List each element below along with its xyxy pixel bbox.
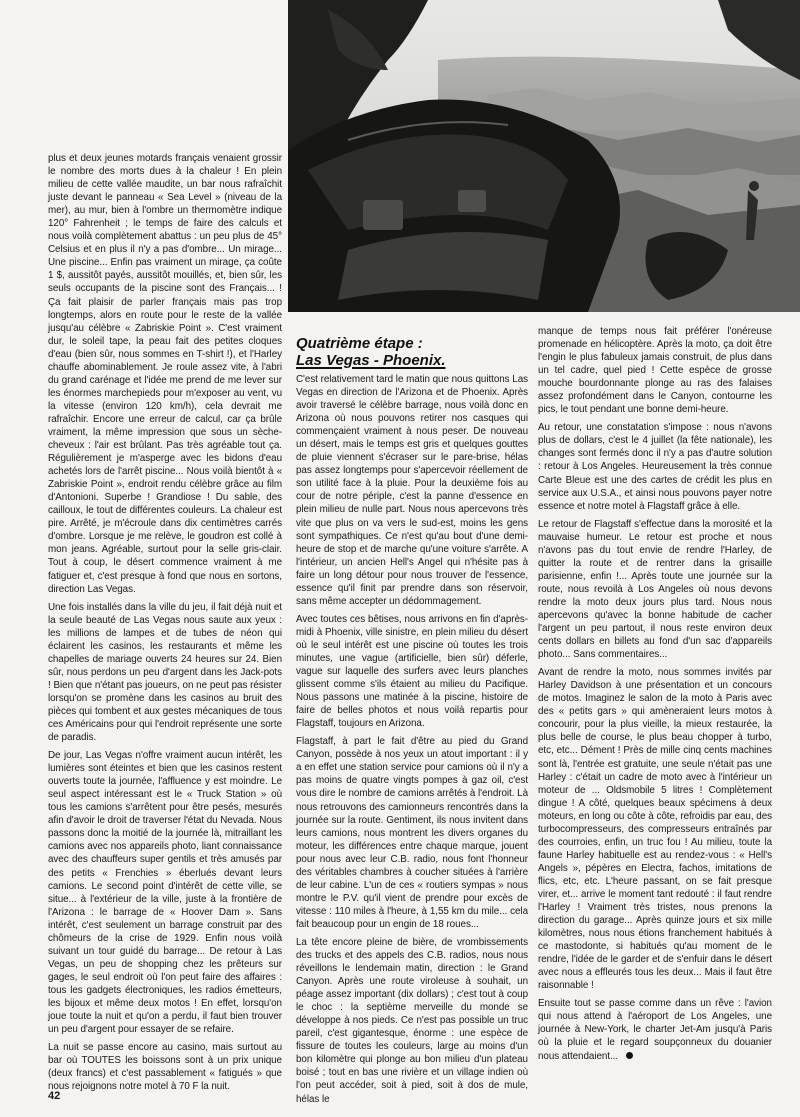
paragraph: plus et deux jeunes motards français venaient grossir le nombre des morts dues à la chaleur ! En plein milieu de cette vallée maudite, un bar nous rafraîchit juste devant le panneau « Sea Level » (niveau de la mer), au mur, bien à l'ombre un thermomètre indique 120° Fahrenheit ; le temps de faire des calculs et nous voilà complètement abattus : un peu plus de 45° Celsius et en plus il n'y a pas d'ombre... Un mirage... Une piscine... Enfin pas vraiment un mirage, ça coûte 1 $, aussitôt payés, aussitôt mouillés, et, bien sûr, les seuls occupants de la piscine sont des Français... ! Ça fait plaisir de parler français mais pas trop longtemps, alors en route pour le reste de la vallée jusqu'au célèbre « Zabriskie Point ». C'est vraiment dur, le soleil tape, la peau fait des petites cloques d'eau (bien sûr, nous sommes en T-shirt !), et l'Harley chauffe abominablement. Je roule assez vite, à l'abri du grand carénage et l'idée me prend de me lever sur les énormes marchepieds pour m'exposer au vent, vu la vitesse (environ 120 km/h), cela devrait me rafraîchir. Encore une erreur de calcul, car ça brûle vraiment, la même impression que sous un sèche-cheveux : l'air est brûlant. Pas très agréable tout ça. Régulièrement je m'asperge avec les bidons d'eau achetés lors de l'arrêt piscine... Nous voilà bientôt à « Zabriskie Point », endroit rendu célèbre grâce au film d'Antonioni. Superbe ! Grandiose ! Du sable, des cailloux, le tout de différentes couleurs. La chaleur est pire. Arrêté, je m'écroule dans dix centimètres carrés d'ombre. Lorsque je me relève, le goudron est collé à mon jeans. Agréable, surtout pour la selle gris-clair. Tout à coup, le désert commence vraiment à me fatiguer et, c'est presque à fond que nous en sortons, direction Las Vegas. bbox=[48, 153, 282, 595]
paragraph: manque de temps nous fait préférer l'onéreuse promenade en hélicoptère. Après la moto, ça doit être l'engin le plus fabuleux jamais construit, de plus dans un tel cadre, quel pied ! Cette espèce de grosse mouche bourdonnante plonge au ras des falaises assez profondément dans le Canyon, contourne les pics, le tout pendant une bonne demi-heure. bbox=[538, 326, 772, 416]
section-heading-line1: Quatrième étape : bbox=[296, 335, 423, 352]
paragraph: De jour, Las Vegas n'offre vraiment aucun intérêt, les lumières sont éteintes et bien que les casinos restent ouverts toute la journée, l'affluence y est moindre. Le seul aspect intéressant est le « Truck Station » où tous les camions s'arrêtent pour être pesés, mesurés afin d'avoir le droit de traverser l'état du Nevada. Nous passons donc la moitié de la journée là, mitraillant les camions avec nos appareils photo, liant connaissance avec des chauffeurs super gentils et très amusés par des petits « Frenchies » éberlués devant leurs camions. Le second point d'intérêt de cette ville, se situe... à l'extérieur de la ville, juste à la frontière de l'Arizona : le barrage de « Hoover Dam ». Sans intérêt, c'est seulement un barrage construit par des chômeurs de la crise de 1929. Enfin nous voilà suivant un tour guidé du barrage... De retour à Las Vegas, un peu de shopping chez les prêteurs sur gages, le seul endroit où l'on peut faire des affaires : tous les gadgets électroniques, les radios émetteurs, les bijoux et même deux motos ! En effet, lorsqu'on joue toute la nuit et qu'on a perdu, il faut bien trouver un peu d'argent pour essayer de se refaire. bbox=[48, 750, 283, 1036]
photo-image bbox=[288, 0, 800, 312]
paragraph: Avant de rendre la moto, nous sommes invités par Harley Davidson à une présentation et un concours de motos. Imaginez le salon de la moto à Paris avec des « petits gars » qui amèneraient leurs motos à concourir, pour la plus vieille, la mieux restaurée, la plus belle de course, le plus beau chopper à turbo, etc, etc... Dément ! Près de mille cinq cents machines sont là, l'entrée est gratuite, une seule n'était pas une Harley : c'était un cadre de moto avec à l'intérieur un moteur de ... Oldsmobile 5 litres ! Complètement dingue ! A côté, quelques beaux spécimens à deux moteurs, en long ou côte à côte, refroidis par eau, des turbocompresseurs, des compresseurs entraînés par des courroies, enfin, un truc fou ! Au milieu, toute la faune Harley habituelle est au rendez-vous : « Hell's Angels », pépères en Electra, fachos, imitations de flics, etc, etc. L'heure passant, on se fait presque virer, et... arrive le moment tant redouté : il faut rendre l'Harley ! Vraiment très tristes, nous prenons la direction du garage... Après quinze jours et six mille kilomètres, nous nous étions franchement habitués à ce mastodonte, si habitués qu'au moment de le rendre, l'idée de le garder et de s'enfuir dans le désert avec nous a effleurés tous les deux... Mais il faut être raisonnable ! bbox=[538, 667, 772, 992]
section-heading-line2: Las Vegas - Phoenix. bbox=[296, 351, 446, 369]
paragraph: La nuit se passe encore au casino, mais surtout au bar où TOUTES les boissons sont à un prix unique (deux francs) et c'est passablement « fatigués » que nous rejoignons notre motel à 70 F la nuit. bbox=[48, 1042, 282, 1093]
paragraph-final bbox=[538, 997, 772, 1062]
grand-canyon-photo bbox=[288, 0, 800, 312]
page-number: 42 bbox=[48, 1090, 61, 1102]
paragraph-text: Ensuite tout se passe comme dans un rêve : l'avion qui nous attend à l'aéroport de Los Angeles, une journée à New-York, le charter Jet-Am jusqu'à Paris où la pluie et le regard soupçonneux du douanier nous attendaient... bbox=[538, 998, 772, 1062]
paragraph: Le retour de Flagstaff s'effectue dans la morosité et la mauvaise humeur. Le retour est proche et nous n'avons pas du tout envie de rendre l'Harley, de quitter la route et de rentrer dans la grisaille parisienne, enfin !... Après toute une journée sur la route, nous revoilà à Los Angeles où nous devons rendre la moto deux jours plus tard. Nous nous apercevons qu'avec la bonne habitude de cacher l'argent un peu partout, il nous reste environ deux cents dollars en billets au fond d'un sac d'appareils photo... Sans commentaires... bbox=[538, 518, 772, 661]
paragraph: Une fois installés dans la ville du jeu, il fait déjà nuit et la seule beauté de Las Vegas nous saute aux yeux : les millions de lampes et de tubes de néon qui éclairent les casinos, les restaurants et même les chapelles de mariage ouverts 24 heures sur 24. Bien sûr, nous perdons un peu d'argent dans les Jack-pots ! Bien que n'étant pas joueurs, on ne peut pas résister lorsqu'on se promène dans les casinos au bruit des pièces qui tombent et aux gestes mécaniques de tous ces Américains pour qui l'endroit représente une sorte de paradis. bbox=[48, 601, 282, 744]
paragraph: Avec toutes ces bêtises, nous arrivons en fin d'après-midi à Phoenix, ville sinistre, en plein milieu du désert où le seul intérêt est une piscine où toutes les trois minutes, une vague (artificielle, bien sûr) déferle, vague sur laquelle des surfers avec leurs planches glissent comme s'ils étaient au milieu du Pacifique. Nous passons une matinée à la piscine, histoire de faire de belles photos et nous voilà repartis pour Flagstaff, toujours en Arizona. bbox=[296, 613, 528, 730]
article-column-right bbox=[538, 325, 772, 1068]
paragraph: Au retour, une constatation s'impose : nous n'avons plus de dollars, c'est le 4 juillet (la fête nationale), les changes sont fermés donc il n'y a pas d'autre solution : retour à Los Angeles. Heureusement la très connue Carte Bleue est une des cartes de crédit les plus en service aux U.S.A., et ainsi nous pouvons payer notre essence et notre motel à Flagstaff grâce à elle. bbox=[538, 422, 772, 512]
paragraph: La tête encore pleine de bière, de vrombissements des trucks et des appels des C.B. radios, nous nous réveillons le lendemain matin, direction : le Grand Canyon. Après une route viroleuse à souhait, un péage assez important (dix dollars) ; c'est tout à coup le choc : la septième merveille du monde se développe à nos pieds. Ce n'est pas possible un truc pareil, c'est gigantesque, énorme : une espèce de fissure de toutes les couleurs, large au moins d'un bon kilomètre qui plonge au bon milieu d'un plateau boisé ; tout en bas une rivière et un village indien où l'on peut accéder, soit à pied, soit à dos de mule, hélas le bbox=[296, 936, 528, 1105]
paragraph: Flagstaff, à part le fait d'être au pied du Grand Canyon, possède à nos yeux un atout important : il y a en effet une station service pour camions où il n'y a pas moins de quatre vingts pompes à gaz oil, c'est vous dire le nombre de camions arrêtés à l'endroit. Là nous retrouvons des camionneurs rencontrés dans la journée sur la route. Gentiment, ils nous invitent dans leurs camions, nous montrent les divers organes du moteur, les différences entre chaque marque, jouent pour nous avec leur C.B. radio, nous font l'honneur des véritables chambres à coucher situées à l'arrière de leur cabine. L'un de ces « routiers sympas » nous montre le P.V. qu'il vient de prendre pour excès de vitesse : 110 miles à l'heure, à 1,55 km du mile... cela fait beaucoup pour un engin de 18 roues... bbox=[296, 736, 528, 930]
article-column-left bbox=[48, 152, 282, 1098]
section-heading bbox=[296, 336, 528, 369]
article-column-middle bbox=[296, 373, 528, 1111]
end-of-article-bullet bbox=[626, 1052, 633, 1059]
paragraph: C'est relativement tard le matin que nous quittons Las Vegas en direction de l'Arizona et de Phoenix. Après avoir traversé le célèbre barrage, nous voilà donc en Arizona où nous pouvons retirer nos casques qui commençaient vraiment à nous peser. De nouveau un désert, mais le temps est gris et quelques gouttes de pluie viennent s'écraser sur le pare-brise, hélas pas assez longtemps pour s'apercevoir réellement de son utilité face à la pluie. Pour la deuxième fois au cour de notre périple, c'est la panne d'essence en plein milieu de nulle part. Nous nous apercevons très vite que plus on va vers le sud-est, moins les gens sont sympathiques. Ce n'est qu'au bout d'une demi-heure de stop et de marche qu'une voiture s'arrête. A l'intérieur, un ancien Hell's Angel qui n'hésite pas à faire un long détour pour nous trouver de l'essence, essence qu'il finit par prendre dans son réservoir, sans même accepter un dédommagement. bbox=[296, 374, 528, 607]
